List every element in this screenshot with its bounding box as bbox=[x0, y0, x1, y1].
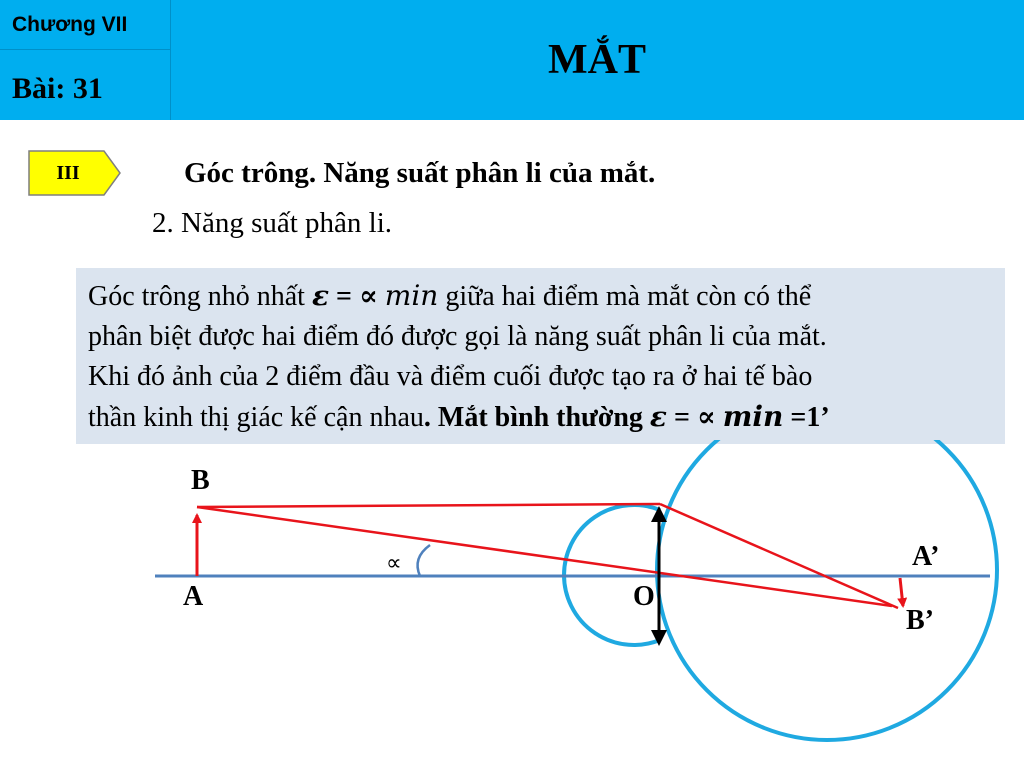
epsilon-symbol: ε bbox=[649, 400, 667, 433]
definition-line-3: Khi đó ảnh của 2 điểm đầu và điểm cuối được tạo ra ở hai tế bào bbox=[88, 361, 813, 392]
normal-eye-label: . Mắt bình thường bbox=[423, 402, 650, 433]
normal-eye-value: =1’ bbox=[783, 402, 830, 433]
parallel-ray bbox=[197, 504, 660, 507]
section-heading: Góc trông. Năng suất phân li của mắt. bbox=[184, 157, 656, 189]
chapter-label: Chương VII bbox=[0, 0, 170, 50]
label-o: O bbox=[633, 581, 655, 612]
equals-proportional-symbol: = ∝ bbox=[666, 402, 723, 433]
definition-box bbox=[76, 268, 1005, 444]
label-b-prime: B’ bbox=[906, 605, 934, 636]
section-number: III bbox=[56, 162, 80, 184]
label-a: A bbox=[183, 581, 204, 612]
label-a-prime: A’ bbox=[912, 541, 940, 572]
eye-resolution-diagram bbox=[0, 440, 1024, 768]
page-title: MẮT bbox=[548, 37, 646, 83]
definition-text: thần kinh thị giác kế cận nhau bbox=[88, 402, 424, 433]
central-ray bbox=[197, 507, 892, 606]
subsection-heading: 2. Năng suất phân li. bbox=[152, 207, 393, 239]
definition-line-4 bbox=[88, 397, 995, 438]
min-subscript: min bbox=[384, 279, 439, 312]
definition-text: Góc trông nhỏ nhất bbox=[88, 281, 312, 312]
header-bar bbox=[0, 0, 1024, 120]
definition-line-1 bbox=[88, 276, 995, 317]
header-info-panel bbox=[0, 0, 171, 120]
refracted-ray bbox=[660, 504, 898, 608]
label-b: B bbox=[191, 465, 210, 496]
lesson-label: Bài: 31 bbox=[12, 72, 103, 105]
section-badge bbox=[28, 150, 122, 196]
eyeball-outline bbox=[657, 440, 997, 740]
equals-proportional-symbol: = ∝ bbox=[329, 281, 385, 312]
epsilon-symbol: ε bbox=[311, 279, 329, 312]
min-subscript: min bbox=[722, 400, 784, 433]
angle-arc bbox=[418, 545, 430, 576]
alpha-symbol: ∝ bbox=[386, 551, 402, 576]
definition-line-2: phân biệt được hai điểm đó được gọi là năng suất phân li của mắt. bbox=[88, 321, 827, 352]
image-arrow bbox=[900, 578, 903, 606]
definition-text: giữa hai điểm mà mắt còn có thể bbox=[438, 281, 812, 312]
